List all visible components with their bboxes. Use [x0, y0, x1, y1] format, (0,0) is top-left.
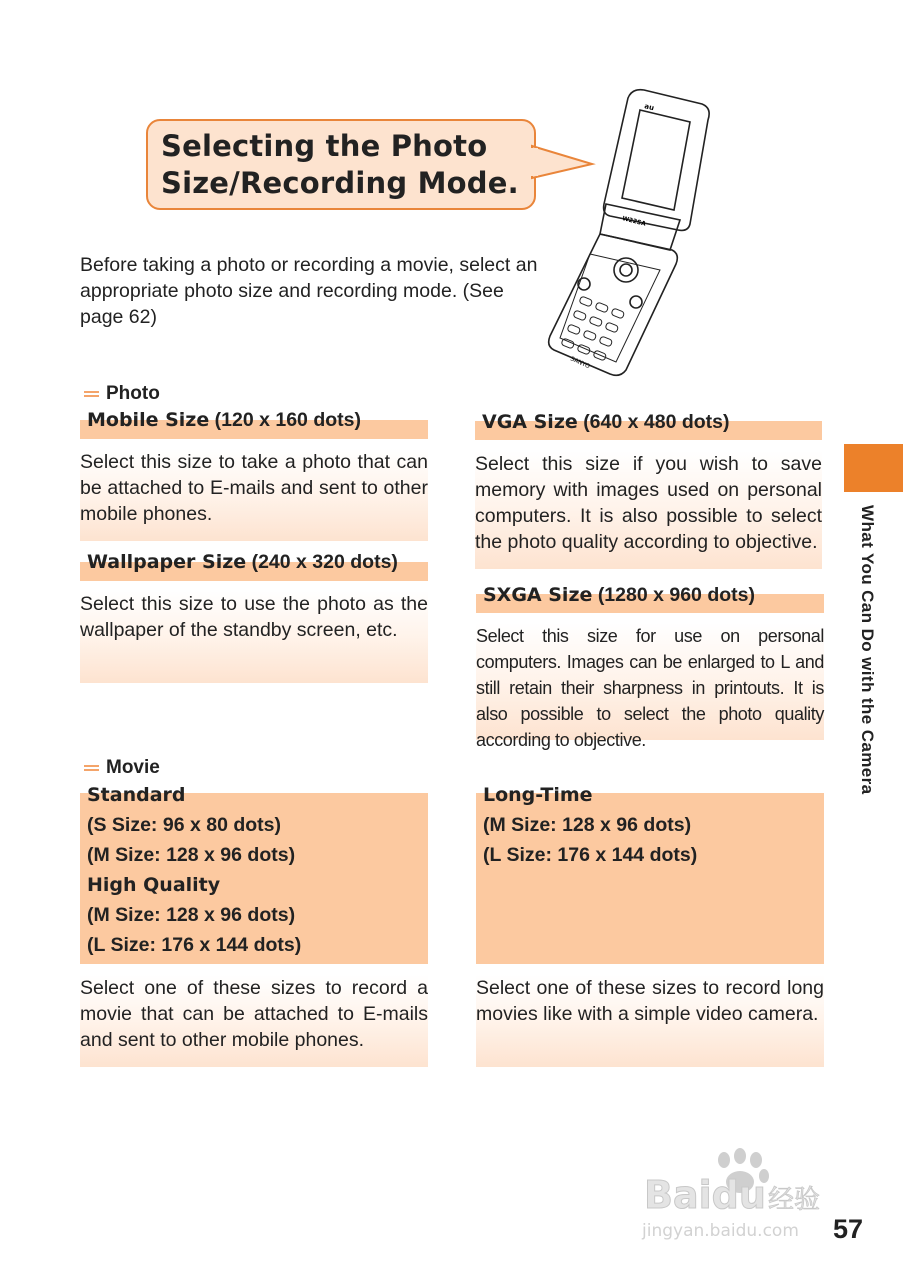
standard-size-m: (M Size: 128 x 96 dots) — [87, 844, 296, 866]
page-number: 57 — [833, 1214, 864, 1244]
movie-section-label: Movie — [80, 756, 160, 780]
long-time-sizes — [483, 780, 697, 870]
high-quality-size-m: (M Size: 128 x 96 dots) — [87, 904, 296, 926]
vga-size-description: Select this size if you wish to save memory with images used on personal computers. It is also possible to select the photo quality according to objective. — [475, 451, 822, 569]
watermark-logo: Baidu — [644, 1173, 766, 1217]
sxga-size-description: Select this size for use on personal computers. Images can be enlarged to L and still retain their sharpness in printouts. It is also possible to select the photo quality according to objective. — [476, 623, 824, 740]
standard-hq-sizes — [87, 780, 301, 960]
sxga-size-heading: SXGA Size (1280 x 960 dots) — [483, 584, 755, 606]
high-quality-heading: High Quality — [87, 874, 221, 896]
section-marker-icon — [84, 391, 99, 397]
page-title — [161, 128, 541, 202]
intro-text: Before taking a photo or recording a movie, select an appropriate photo size and recording mode. (See page 62) — [80, 254, 538, 328]
phone-brand: au — [643, 102, 655, 113]
mobile-size-description: Select this size to take a photo that can be attached to E-mails and sent to other mobile phones. — [80, 449, 428, 541]
title-line-2: Size/Recording Mode. — [161, 166, 519, 200]
mobile-size-heading: Mobile Size (120 x 160 dots) — [87, 409, 361, 431]
wallpaper-size-heading: Wallpaper Size (240 x 320 dots) — [87, 551, 398, 573]
watermark-url: jingyan.baidu.com — [642, 1221, 799, 1241]
section-marker-icon — [84, 765, 99, 771]
high-quality-size-l: (L Size: 176 x 144 dots) — [87, 934, 302, 956]
baidu-watermark — [640, 1148, 840, 1248]
standard-heading: Standard — [87, 784, 186, 806]
phone-model: W22SA — [621, 215, 647, 228]
standard-hq-description: Select one of these sizes to record a movie that can be attached to E-mails and sent to other mobile phones. — [80, 975, 428, 1067]
phone-maker: SANYO — [569, 355, 591, 371]
long-time-heading: Long-Time — [483, 784, 593, 806]
title-line-1: Selecting the Photo — [161, 129, 488, 163]
long-time-size-l: (L Size: 176 x 144 dots) — [483, 844, 698, 866]
wallpaper-size-description: Select this size to use the photo as the wallpaper of the standby screen, etc. — [80, 591, 428, 683]
standard-size-s: (S Size: 96 x 80 dots) — [87, 814, 281, 836]
long-time-description: Select one of these sizes to record long movies like with a simple video camera. — [476, 975, 824, 1067]
long-time-size-m: (M Size: 128 x 96 dots) — [483, 814, 692, 836]
chapter-tab-marker — [844, 444, 903, 492]
phone-illustration — [540, 84, 720, 384]
watermark-cn: 经验 — [768, 1185, 821, 1215]
vga-size-heading: VGA Size (640 x 480 dots) — [482, 411, 730, 433]
photo-section-label: Photo — [80, 382, 160, 406]
chapter-tab-label: What You Can Do with the Camera — [858, 505, 877, 795]
